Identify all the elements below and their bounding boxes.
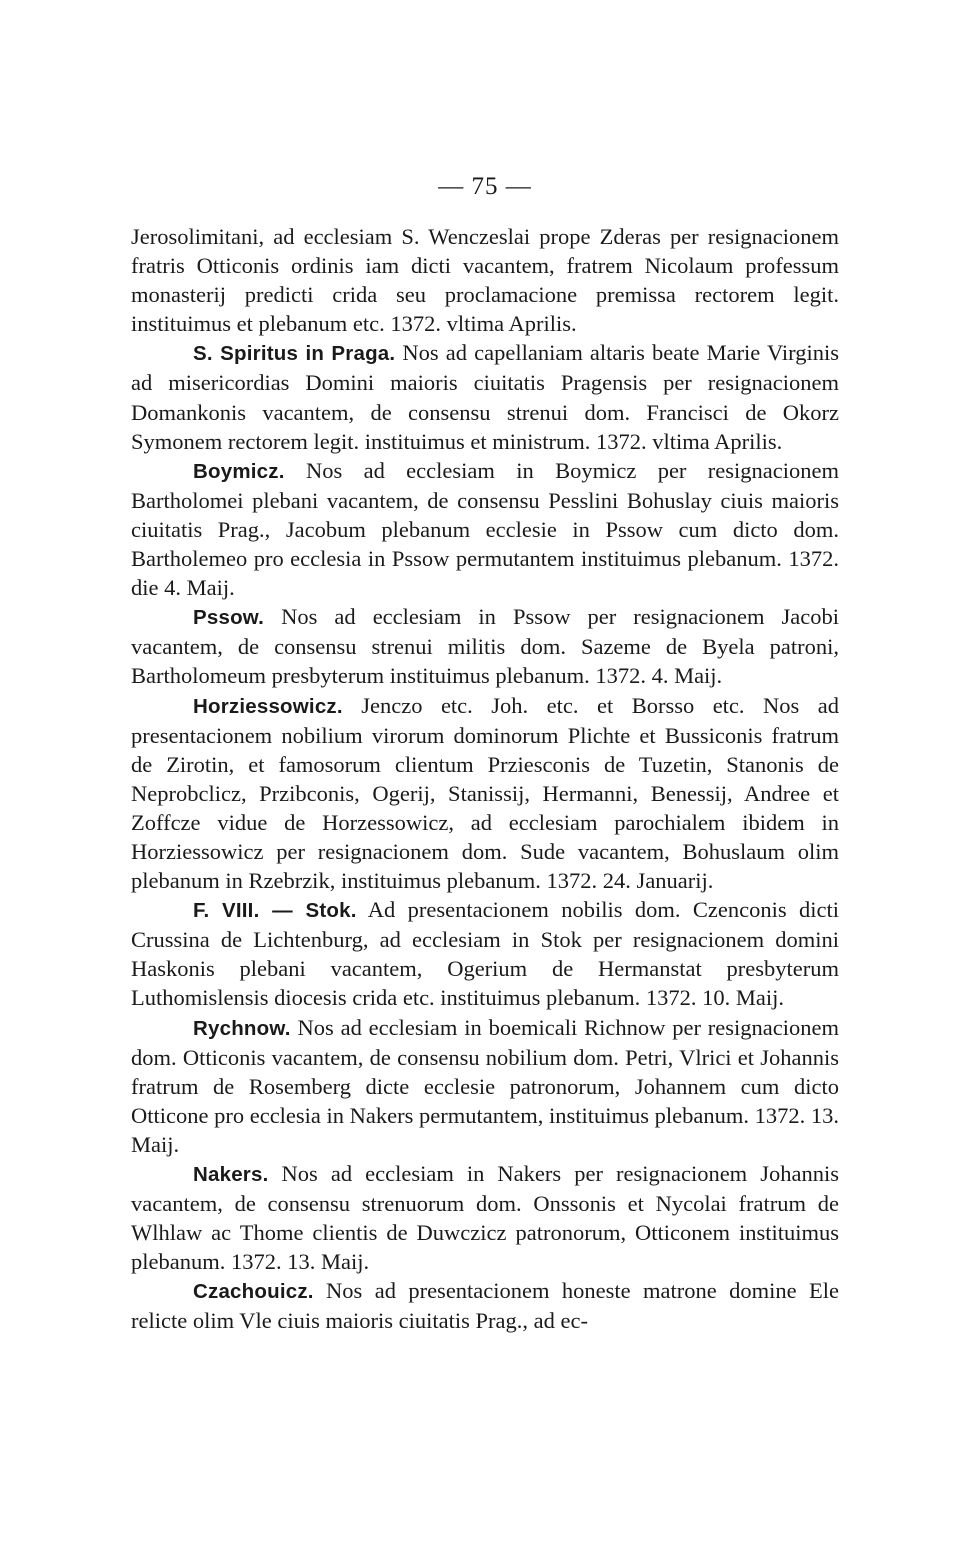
page-number: — 75 — <box>438 173 532 200</box>
paragraph-jerosolimitani <box>131 222 839 338</box>
entry-heading: Rychnow. <box>193 1016 291 1040</box>
paragraph-czachouicz <box>131 1276 839 1335</box>
paragraph-s-spiritus <box>131 338 839 455</box>
paragraph-pssow <box>131 602 839 690</box>
paragraph-text: Nos ad presentacionem honeste matrone domine Ele relicte olim Vle ciuis maioris ciuitatis Prag., ad ec- <box>131 1278 839 1334</box>
paragraph-nakers <box>131 1159 839 1276</box>
paragraph-horziessowicz <box>131 691 839 896</box>
paragraph-text: Nos ad ecclesiam in boemicali Richnow per resignacionem dom. Otticonis vacantem, de consensu nobilium dom. Petri, Vlrici et Johannis fratrum de Rosemberg dicte ecclesie patronorum, Johannem cum dicto Otticone pro ecclesia in Nakers permutantem, instituimus plebanum. 1372. 13. Maij. <box>131 1014 839 1157</box>
entry-heading: Czachouicz. <box>193 1280 314 1304</box>
entry-heading: S. Spiritus in Praga. <box>193 342 396 366</box>
paragraph-text: Nos ad capellaniam altaris beate Marie Virginis ad misericordias Domini maioris ciuitatis Pragensis per resignacionem Domankonis vacantem, de consensu strenui dom. Francisci de Okorz Symonem rectorem legit. instituimus et ministrum. 1372. vltima Aprilis. <box>131 340 839 454</box>
paragraph-rychnow <box>131 1013 839 1159</box>
paragraph-text: Nos ad ecclesiam in Boymicz per resignacionem Bartholomei plebani vacantem, de consensu Pesslini Bohuslay ciuis maioris ciuitatis Prag., Jacobum plebanum ecclesie in Pssow cum dicto dom. Bartholemeo pro ecclesia in Pssow permutantem instituimus plebanum. 1372. die 4. Maij. <box>131 457 839 601</box>
paragraph-text: Ad presentacionem nobilis dom. Czenconis dicti Crussina de Lichtenburg, ad ecclesiam in Stok per resignacionem domini Haskonis plebani vacantem, Ogerium de Hermanstat presbyterum Luthomislensis diocesis crida etc. instituimus plebanum. 1372. 10. Maij. <box>131 897 839 1011</box>
paragraph-stok <box>131 895 839 1012</box>
entry-heading: Pssow. <box>193 606 265 630</box>
paragraph-boymicz <box>131 456 839 602</box>
entry-heading: Horziessowicz. <box>193 694 343 718</box>
entry-heading: F. VIII. — Stok. <box>193 899 357 923</box>
entry-heading: Boymicz. <box>193 459 285 483</box>
paragraph-text: Jenczo etc. Joh. etc. et Borsso etc. Nos ad presentacionem nobilium virorum dominorum Plichte et Bussiconis fratrum de Zirotin, et famosorum clientum Prziesconis de Tuzetin, Stanonis de Neprobclicz, Przibconis, Ogerij, Stanissij, Hermanni, Benessij, Andree et Zoffcze vidue de Horzessowicz, ad ecclesiam parochialem ibidem in Horziessowicz per resignacionem dom. Sude vacantem, Bohuslaum olim plebanum in Rzebrzik, instituimus plebanum. 1372. 24. Januarij. <box>131 692 839 894</box>
paragraph-text: Jerosolimitani, ad ecclesiam S. Wenczeslai prope Zderas per resignacionem fratris Otticonis ordinis iam dicti vacantem, fratrem Nicolaum professum monasterij predicti crida seu proclamacione premissa rectorem legit. instituimus et plebanum etc. 1372. vltima Aprilis. <box>131 224 839 337</box>
paragraph-text: Nos ad ecclesiam in Nakers per resignacionem Johannis vacantem, de consensu strenuorum dom. Onssonis et Nycolai fratrum de Wlhlaw ac Thome clientis de Duwczicz patronorum, Otticonem instituimus plebanum. 1372. 13. Maij. <box>131 1161 839 1275</box>
paragraph-text: Nos ad ecclesiam in Pssow per resignacionem Jacobi vacantem, de consensu strenui militis dom. Sazeme de Byela patroni, Bartholomeum presbyterum instituimus plebanum. 1372. 4. Maij. <box>131 604 839 689</box>
page <box>131 172 839 1336</box>
entry-heading: Nakers. <box>193 1163 269 1186</box>
